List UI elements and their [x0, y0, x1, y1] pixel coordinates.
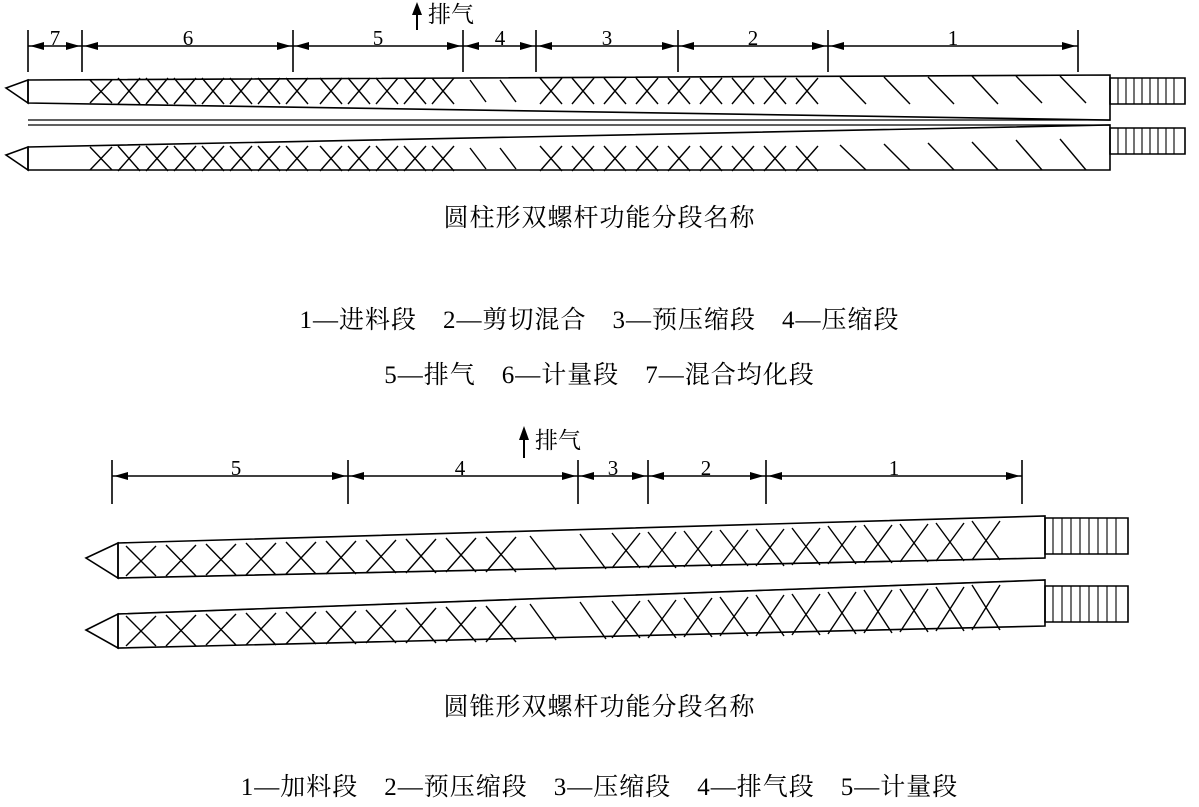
screw-flights-lower-top: [90, 139, 1086, 171]
shank-hatching-bottom: [1053, 518, 1116, 622]
screw-body-bottom: [86, 516, 1128, 648]
dimension-line-bottom: [112, 460, 1022, 504]
segment-number-2: 2: [747, 26, 759, 50]
segment-number-1: 1: [888, 456, 900, 480]
segment-number-6: 6: [182, 26, 194, 50]
segment-number-7: 7: [49, 26, 61, 50]
top-diagram-legend-line-1: 1—进料段 2—剪切混合 3—预压缩段 4—压缩段: [299, 307, 900, 334]
top-diagram-legend-line-2: 5—排气 6—计量段 7—混合均化段: [384, 362, 815, 389]
vent-label-top: 排气: [428, 2, 474, 27]
top-cylindrical-twin-screw-drawing: [0, 0, 1199, 190]
screw-flights-upper-top: [90, 76, 1086, 104]
top-diagram-caption: 圆柱形双螺杆功能分段名称: [443, 205, 756, 232]
segment-number-3: 3: [601, 26, 613, 50]
bottom-diagram-legend-line-1: 1—加料段 2—预压缩段 3—压缩段 4—排气段 5—计量段: [240, 774, 959, 801]
vent-arrow-bottom: [519, 426, 529, 458]
segment-number-4: 4: [454, 456, 466, 480]
segment-number-5: 5: [230, 456, 242, 480]
vent-label-bottom: 排气: [535, 428, 581, 453]
bottom-conical-twin-screw-drawing: [0, 418, 1199, 668]
shank-hatching-top: [1118, 78, 1174, 154]
bottom-diagram-caption: 圆锥形双螺杆功能分段名称: [443, 694, 756, 721]
vent-arrow-top: [412, 2, 422, 30]
segment-number-4: 4: [494, 26, 506, 50]
segment-number-2: 2: [700, 456, 712, 480]
segment-number-1: 1: [947, 26, 959, 50]
segment-number-3: 3: [607, 456, 619, 480]
segment-number-5: 5: [372, 26, 384, 50]
